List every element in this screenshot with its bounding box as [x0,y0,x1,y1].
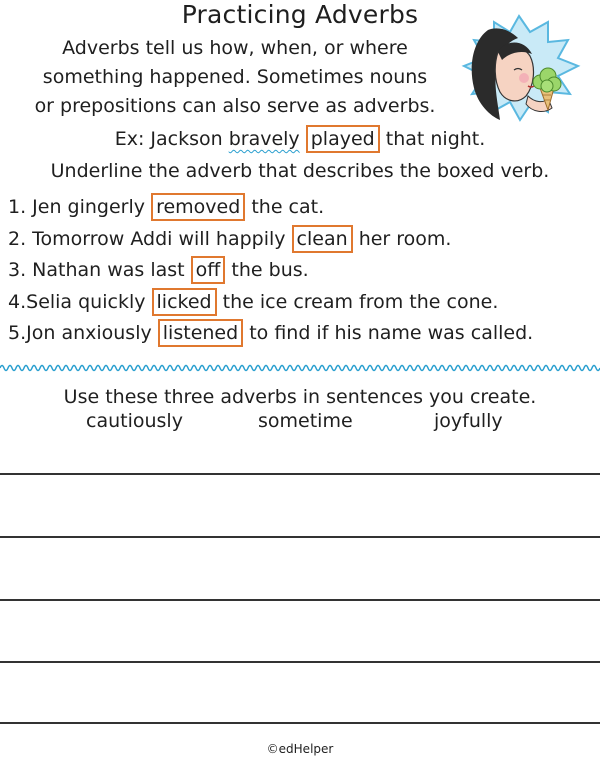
adverb-word: joyfully [434,410,503,432]
intro-line: Adverbs tell us how, when, or where [62,37,408,59]
sentence-text: 5.Jon anxiously [8,322,158,344]
sentence-text: the ice cream from the cone. [216,290,499,313]
boxed-verb: clean [292,225,353,253]
adverb-word: cautiously [86,410,183,432]
instruction-text: Underline the adverb that describes the boxed verb. [50,160,550,182]
sentence-text: the bus. [225,259,309,281]
copyright-footer: ©edHelper [266,742,334,756]
writing-line[interactable] [0,661,600,663]
writing-line[interactable] [0,473,600,475]
sentence-text: her room. [352,227,452,250]
sentence-list [8,192,533,350]
sentence-text: 4.Selia quickly [8,290,152,313]
example-adverb: bravely [228,128,300,150]
task-instruction: Use these three adverbs in sentences you create. [63,386,537,408]
list-item [8,287,533,319]
example-sentence [0,124,600,154]
list-item [8,255,533,287]
example-text: Ex: Jackson [114,128,229,150]
sentence-text: the cat. [245,196,325,218]
writing-line[interactable] [0,536,600,538]
girl-eating-ice-cream-illustration [444,12,594,128]
sentence-text: 3. Nathan was last [8,259,191,281]
adverb-word: sometime [258,410,353,432]
writing-line[interactable] [0,722,600,724]
sentence-text: 2. Tomorrow Addi will happily [8,227,292,250]
list-item [8,192,533,224]
boxed-verb: removed [151,193,245,221]
sentence-text: to find if his name was called. [243,322,534,344]
wavy-divider [0,360,600,376]
example-boxed-verb: played [306,125,380,153]
list-item [8,224,533,256]
sentence-text: 1. Jen gingerly [8,196,152,218]
boxed-verb: off [191,256,226,284]
boxed-verb: licked [152,288,217,316]
example-text: that night. [379,128,486,150]
intro-paragraph [0,34,470,121]
intro-line: or prepositions can also serve as adverbs. [34,95,436,117]
boxed-verb: listened [158,319,243,347]
page-title: Practicing Adverbs [181,0,419,29]
writing-line[interactable] [0,599,600,601]
list-item [8,318,533,350]
intro-line: something happened. Sometimes nouns [42,66,428,88]
